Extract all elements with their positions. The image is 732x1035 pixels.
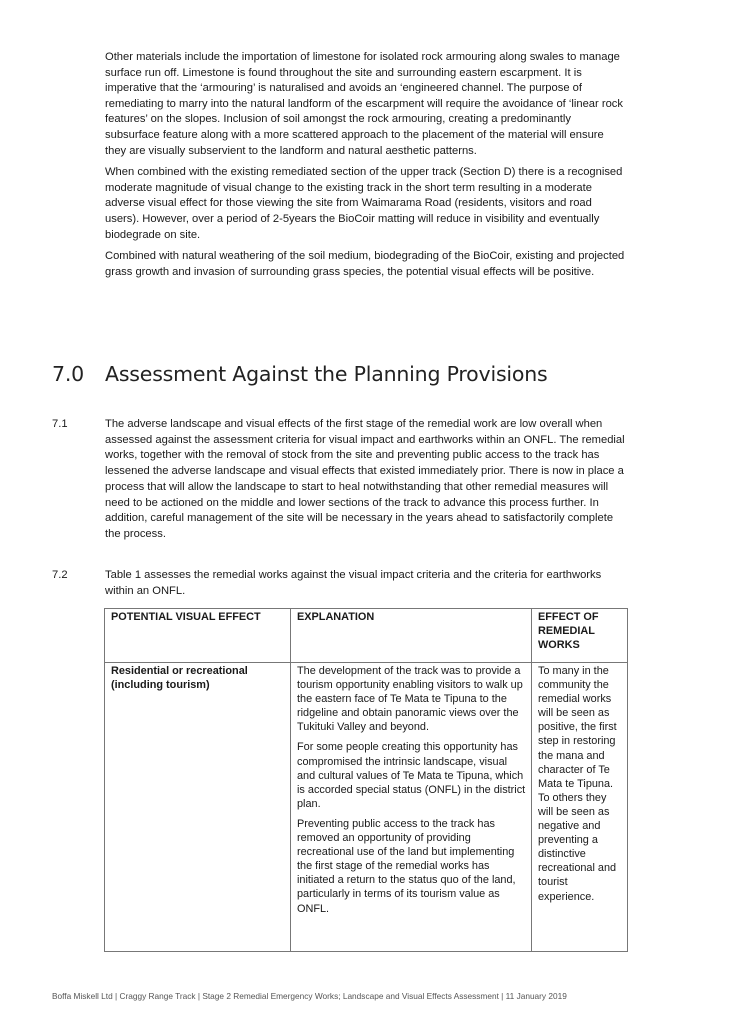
paragraph-number: 7.2: [52, 569, 68, 581]
header-effect-of-remedial-works: EFFECT OF REMEDIAL WORKS: [532, 609, 628, 663]
section-title: Assessment Against the Planning Provisions: [105, 362, 548, 386]
cell-result: To many in the community the remedial works will be seen as positive, the first step in restoring the mana and character of Te Mata te Tipuna. To others they will be seen as negative and preventing a distinctive recreational and tourist experience.: [532, 663, 628, 952]
paragraph-7-2: [52, 568, 637, 599]
page-footer: Boffa Miskell Ltd | Craggy Range Track | Stage 2 Remedial Emergency Works; Landscape and Visual Effects Assessment | 11 January 2019: [52, 991, 567, 1001]
table-header-row: [105, 609, 628, 663]
explanation-paragraph: For some people creating this opportunity has compromised the intrinsic landscape, visual and cultural values of Te Mata te Tipuna, which is accorded special status (ONFL) in the district plan.: [297, 741, 526, 810]
section-number: 7.0: [52, 362, 85, 386]
paragraph-text: Table 1 assesses the remedial works against the visual impact criteria and the criteria for earthworks within an ONFL.: [105, 569, 602, 597]
paragraph-number: 7.1: [52, 418, 68, 430]
intro-paragraph-1: Other materials include the importation of limestone for isolated rock armouring along swales to manage surface run off. Limestone is found throughout the site and surrounding eastern escarpment. It is imperative that the ‘armouring’ is naturalised and avoids an ‘engineered channel. The purpose of remediating to marry into the natural landform of the escarpment will require the avoidance of ‘linear rock features’ on the slopes. Inclusion of soil amongst the rock armouring, creating a predominantly subsurface feature along with a more scattered approach to the placement of the material will ensure they are visually subservient to the landform and natural aesthetic patterns.: [105, 51, 623, 157]
cell-explanation: [291, 663, 532, 952]
intro-paragraph-3: Combined with natural weathering of the soil medium, biodegrading of the BioCoir, existing and projected grass growth and invasion of surrounding grass species, the potential visual effects will be positive.: [105, 250, 625, 278]
paragraph-text: The adverse landscape and visual effects of the first stage of the remedial work are low overall when assessed against the assessment criteria for visual impact and earthworks within an ONFL. The remedial works, together with the removal of stock from the site and preventing public access to the track has lessened the adverse landscape and visual effects that existed immediately prior. There is now in place a process that will allow the landscape to start to heal notwithstanding that other remedial measures will need to be actioned on the middle and lower sections of the track to advance this process further. In addition, careful management of the site will be necessary in the years ahead to satisfactorily complete the process.: [105, 418, 625, 540]
header-potential-visual-effect: POTENTIAL VISUAL EFFECT: [105, 609, 291, 663]
intro-paragraph-2: When combined with the existing remediated section of the upper track (Section D) there is a recognised moderate magnitude of visual change to the existing track in the short term resulting in a moderate adverse visual effect for those viewing the site from Waimarama Road (residents, visitors and road users). However, over a period of 2-5years the BioCoir matting will reduce in visibility and eventually biodegrade on site.: [105, 166, 623, 241]
paragraph-7-1: [52, 417, 637, 543]
table-row: [105, 663, 628, 952]
section-heading: [52, 360, 692, 388]
cell-effect: Residential or recreational (including tourism): [105, 663, 291, 952]
header-explanation: EXPLANATION: [291, 609, 532, 663]
assessment-table: [104, 608, 628, 952]
explanation-paragraph: Preventing public access to the track has removed an opportunity of providing recreational use of the land but implementing the first stage of the remedial works has initiated a return to the status quo of the land, particularly in terms of its tourism value as ONFL.: [297, 817, 516, 915]
explanation-paragraph: The development of the track was to provide a tourism opportunity enabling visitors to walk up the eastern face of Te Mata te Tipuna to the ridgeline and obtain panoramic views over the Tukituki Valley and beyond.: [297, 665, 523, 734]
intro-text: [105, 50, 627, 286]
